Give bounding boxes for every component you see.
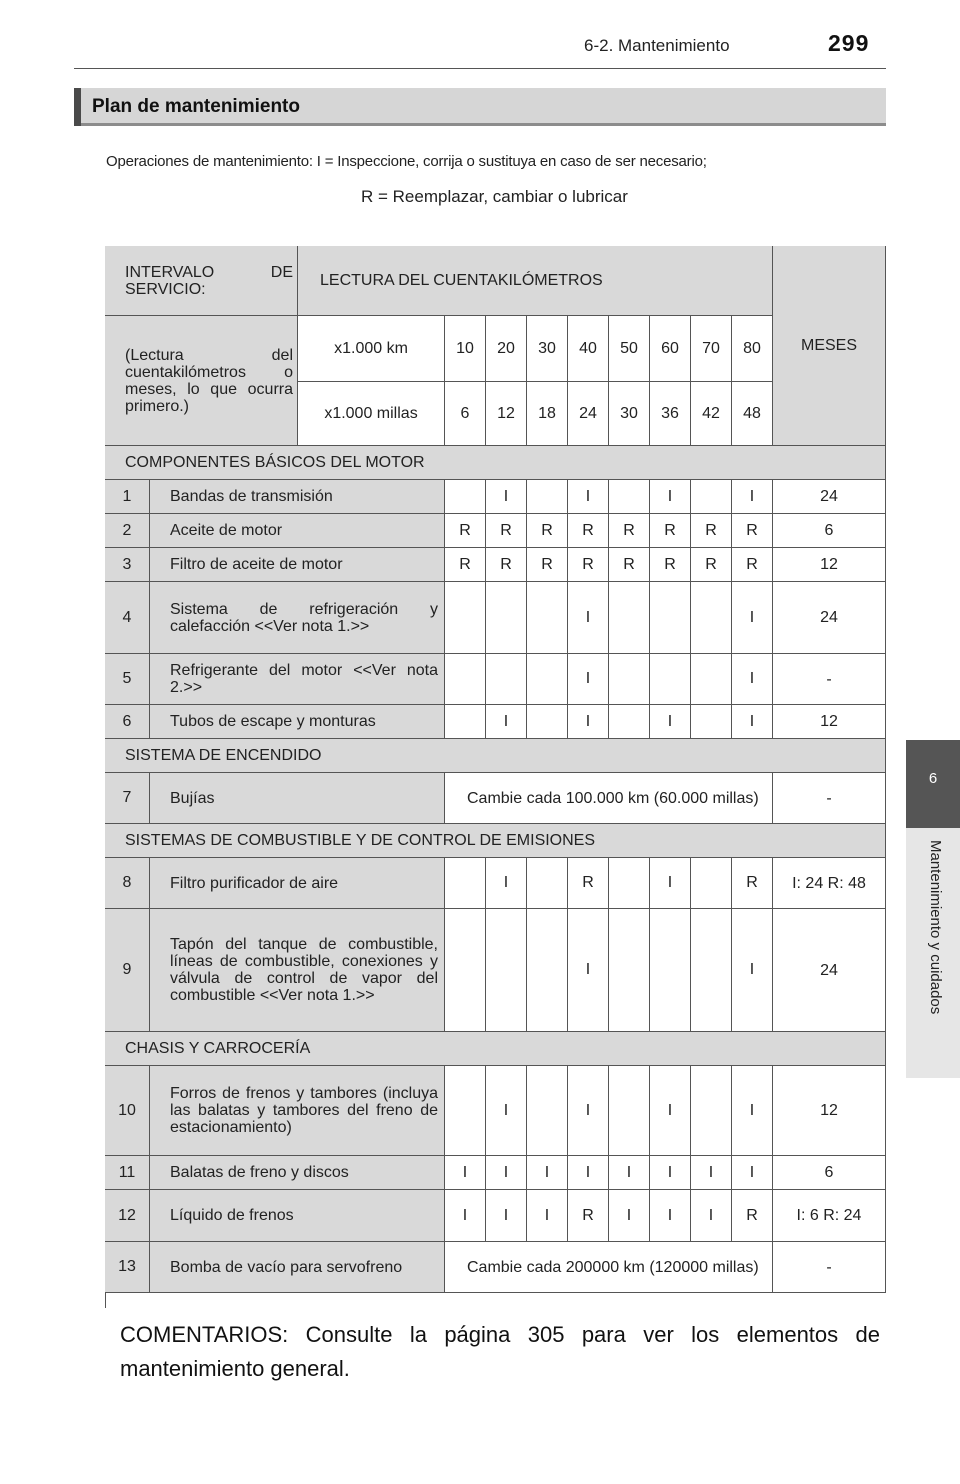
row-value xyxy=(445,480,486,514)
row-value: R xyxy=(732,514,773,548)
row-value: R xyxy=(691,548,732,582)
row-value: I xyxy=(486,480,527,514)
operations-legend-line2: R = Reemplazar, cambiar o lubricar xyxy=(361,187,628,206)
row-value: I xyxy=(650,705,691,739)
km-value: 60 xyxy=(650,316,691,382)
row-value: R xyxy=(568,858,609,909)
table-section-title: COMPONENTES BÁSICOS DEL MOTOR xyxy=(105,446,886,480)
row-item: Bujías xyxy=(150,773,445,824)
row-value: I xyxy=(609,1156,650,1190)
row-value xyxy=(445,1066,486,1156)
row-value: R xyxy=(445,514,486,548)
row-value xyxy=(445,582,486,654)
row-number: 8 xyxy=(105,858,150,909)
row-value: I xyxy=(691,1190,732,1242)
row-value xyxy=(527,705,568,739)
row-value: I xyxy=(650,480,691,514)
chapter-tab xyxy=(906,740,960,828)
row-value: I xyxy=(486,1066,527,1156)
row-value xyxy=(609,480,650,514)
row-item: Sistema de refrigeración y calefacción <<Ver nota 1.>> xyxy=(150,582,445,654)
row-months: 24 xyxy=(773,909,886,1032)
row-value: I xyxy=(568,1156,609,1190)
miles-value: 6 xyxy=(445,382,486,446)
row-months: 24 xyxy=(773,582,886,654)
miles-value: 18 xyxy=(527,382,568,446)
row-value: R xyxy=(609,514,650,548)
row-value: I xyxy=(445,1156,486,1190)
row-number: 1 xyxy=(105,480,150,514)
row-item: Filtro purificador de aire xyxy=(150,858,445,909)
row-interval-note: Cambie cada 200000 km (120000 millas) xyxy=(445,1242,773,1293)
row-item: Balatas de freno y discos xyxy=(150,1156,445,1190)
row-item: Bandas de transmisión xyxy=(150,480,445,514)
row-value xyxy=(527,654,568,705)
row-value: I xyxy=(732,480,773,514)
row-value: R xyxy=(691,514,732,548)
row-value: I xyxy=(445,1190,486,1242)
row-value: R xyxy=(486,548,527,582)
row-number: 13 xyxy=(105,1242,150,1293)
row-value: I xyxy=(650,1156,691,1190)
row-item: Bomba de vacío para servofreno xyxy=(150,1242,445,1293)
row-months: 12 xyxy=(773,705,886,739)
row-value: R xyxy=(568,1190,609,1242)
row-value: I xyxy=(732,705,773,739)
row-value: I xyxy=(486,705,527,739)
row-value xyxy=(527,858,568,909)
row-value: I xyxy=(568,1066,609,1156)
row-value xyxy=(609,858,650,909)
row-value: I xyxy=(568,705,609,739)
row-months: 24 xyxy=(773,480,886,514)
km-value: 50 xyxy=(609,316,650,382)
months-header: MESES xyxy=(773,246,886,446)
row-value: R xyxy=(568,514,609,548)
km-value: 30 xyxy=(527,316,568,382)
row-value xyxy=(486,909,527,1032)
row-value: R xyxy=(650,548,691,582)
row-value xyxy=(445,909,486,1032)
table-section-title: SISTEMA DE ENCENDIDO xyxy=(105,739,886,773)
table-section-title: CHASIS Y CARROCERÍA xyxy=(105,1032,886,1066)
row-value xyxy=(650,909,691,1032)
row-value xyxy=(527,582,568,654)
row-number: 12 xyxy=(105,1190,150,1242)
row-months: I: 6 R: 24 xyxy=(773,1190,886,1242)
row-item: Tubos de escape y monturas xyxy=(150,705,445,739)
row-value: I xyxy=(691,1156,732,1190)
miles-value: 30 xyxy=(609,382,650,446)
row-months: - xyxy=(773,773,886,824)
row-number: 10 xyxy=(105,1066,150,1156)
km-value: 20 xyxy=(486,316,527,382)
row-number: 3 xyxy=(105,548,150,582)
row-value xyxy=(691,909,732,1032)
row-value: R xyxy=(732,858,773,909)
row-value: R xyxy=(650,514,691,548)
row-number: 6 xyxy=(105,705,150,739)
row-value xyxy=(609,582,650,654)
row-value xyxy=(445,654,486,705)
miles-value: 48 xyxy=(732,382,773,446)
row-value: I xyxy=(527,1190,568,1242)
row-value xyxy=(445,858,486,909)
row-value: I xyxy=(568,582,609,654)
row-value: R xyxy=(732,1190,773,1242)
row-value: I xyxy=(486,1190,527,1242)
table-section-title: SISTEMAS DE COMBUSTIBLE Y DE CONTROL DE EMISIONES xyxy=(105,824,886,858)
row-item: Aceite de motor xyxy=(150,514,445,548)
chapter-title: Mantenimiento y cuidados xyxy=(927,840,944,1015)
row-item: Forros de frenos y tambores (incluya las balatas y tambores del freno de estacionamiento) xyxy=(150,1066,445,1156)
km-value: 80 xyxy=(732,316,773,382)
row-value xyxy=(691,705,732,739)
row-months: 6 xyxy=(773,514,886,548)
interval-note: (Lectura del cuentakilómetros o meses, lo que ocurra primero.) xyxy=(105,316,298,446)
section-title-accent xyxy=(74,88,81,126)
header-divider xyxy=(74,68,886,69)
row-months: 12 xyxy=(773,548,886,582)
row-value: R xyxy=(568,548,609,582)
row-value xyxy=(650,582,691,654)
odometer-label: LECTURA DEL CUENTAKILÓMETROS xyxy=(298,246,773,316)
row-months: - xyxy=(773,1242,886,1293)
km-value: 70 xyxy=(691,316,732,382)
row-value xyxy=(609,654,650,705)
row-number: 7 xyxy=(105,773,150,824)
row-value: R xyxy=(445,548,486,582)
row-interval-note: Cambie cada 100.000 km (60.000 millas) xyxy=(445,773,773,824)
row-value: I xyxy=(650,858,691,909)
row-value: I xyxy=(609,1190,650,1242)
km-value: 40 xyxy=(568,316,609,382)
row-value: I xyxy=(568,909,609,1032)
row-value: R xyxy=(527,514,568,548)
row-value: I xyxy=(568,480,609,514)
row-value xyxy=(609,1066,650,1156)
section-title: Plan de mantenimiento xyxy=(92,96,300,117)
row-value: I xyxy=(732,654,773,705)
section-header: 6-2. Mantenimiento xyxy=(584,36,730,55)
row-value xyxy=(527,909,568,1032)
row-value: I xyxy=(732,1066,773,1156)
row-value: I xyxy=(732,1156,773,1190)
row-value: I xyxy=(650,1190,691,1242)
row-months: - xyxy=(773,654,886,705)
row-number: 9 xyxy=(105,909,150,1032)
row-value xyxy=(691,1066,732,1156)
km-unit: x1.000 km xyxy=(298,316,445,382)
row-value: R xyxy=(732,548,773,582)
interval-label: INTERVALO DE SERVICIO: xyxy=(105,246,298,316)
page-number: 299 xyxy=(828,30,870,56)
comments-note: COMENTARIOS: Consulte la página 305 para ver los elementos de mantenimiento general. xyxy=(120,1322,880,1381)
row-months: 6 xyxy=(773,1156,886,1190)
row-item: Líquido de frenos xyxy=(150,1190,445,1242)
row-value xyxy=(691,858,732,909)
chapter-number: 6 xyxy=(928,770,938,787)
row-value xyxy=(609,705,650,739)
row-value xyxy=(527,480,568,514)
row-value: I xyxy=(527,1156,568,1190)
miles-value: 42 xyxy=(691,382,732,446)
row-value: I xyxy=(650,1066,691,1156)
row-value xyxy=(486,582,527,654)
row-item: Filtro de aceite de motor xyxy=(150,548,445,582)
miles-value: 12 xyxy=(486,382,527,446)
row-value: I xyxy=(732,582,773,654)
section-title-bar xyxy=(74,88,886,126)
row-number: 2 xyxy=(105,514,150,548)
row-value: I xyxy=(568,654,609,705)
row-value xyxy=(691,480,732,514)
row-item: Refrigerante del motor <<Ver nota 2.>> xyxy=(150,654,445,705)
operations-legend-line1: Operaciones de mantenimiento: I = Inspeccione, corrija o sustituya en caso de ser necesario; xyxy=(106,153,707,170)
row-value: R xyxy=(609,548,650,582)
row-months: 12 xyxy=(773,1066,886,1156)
row-value xyxy=(609,909,650,1032)
km-value: 10 xyxy=(445,316,486,382)
row-value xyxy=(527,1066,568,1156)
row-number: 4 xyxy=(105,582,150,654)
row-value xyxy=(486,654,527,705)
row-value xyxy=(650,654,691,705)
row-value: R xyxy=(527,548,568,582)
miles-value: 36 xyxy=(650,382,691,446)
row-number: 5 xyxy=(105,654,150,705)
row-value xyxy=(445,705,486,739)
row-value xyxy=(691,582,732,654)
miles-unit: x1.000 millas xyxy=(298,382,445,446)
row-value: I xyxy=(486,1156,527,1190)
row-value: I xyxy=(732,909,773,1032)
row-value xyxy=(691,654,732,705)
row-item: Tapón del tanque de combustible, líneas de combustible, conexiones y válvula de control de vapor del combustible <<Ver nota 1.>> xyxy=(150,909,445,1032)
row-value: I xyxy=(486,858,527,909)
miles-value: 24 xyxy=(568,382,609,446)
row-number: 11 xyxy=(105,1156,150,1190)
row-months: I: 24 R: 48 xyxy=(773,858,886,909)
row-value: R xyxy=(486,514,527,548)
